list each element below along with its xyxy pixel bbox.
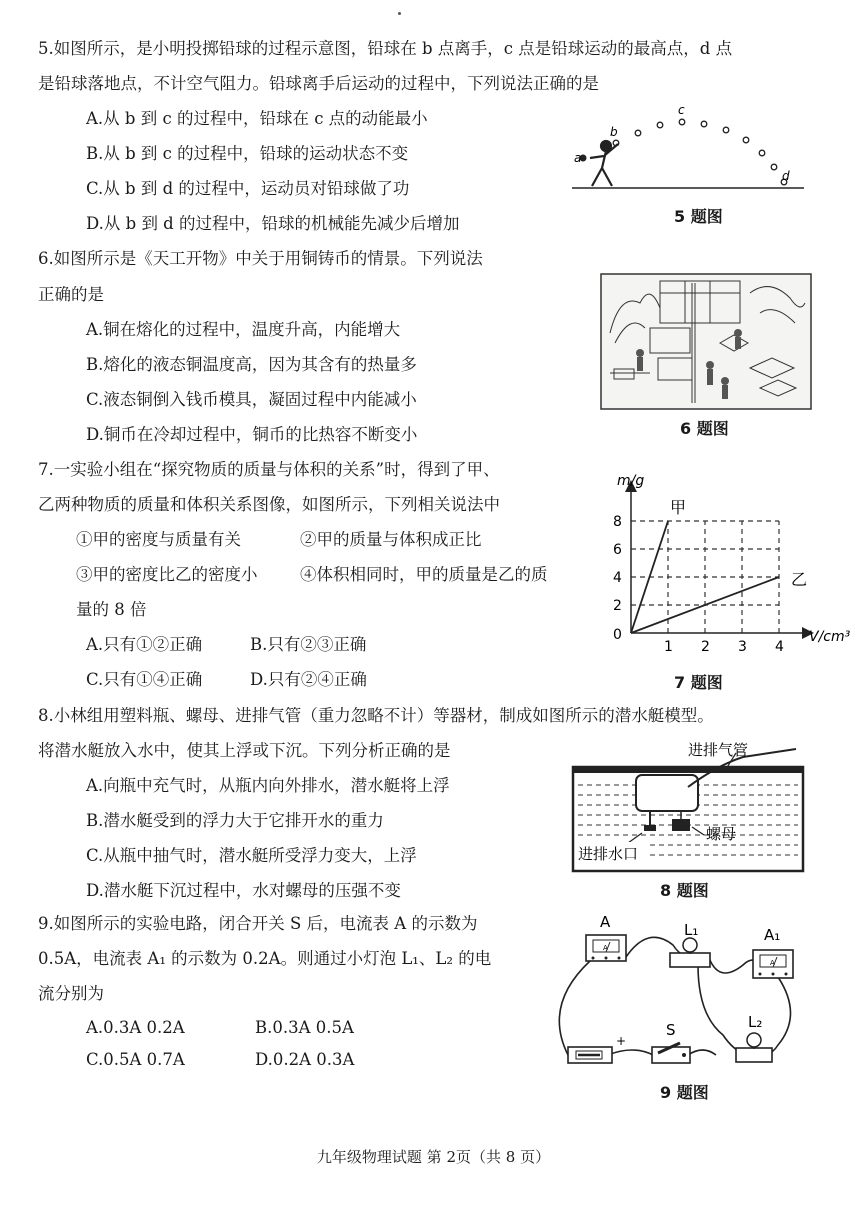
series-label-2: 乙 bbox=[791, 570, 808, 589]
q7-option-a: A.只有①②正确 bbox=[86, 635, 203, 654]
label-air-tube: 进排气管 bbox=[688, 741, 749, 759]
y-tick-label: 2 bbox=[613, 598, 622, 614]
label-battery-plus: + bbox=[616, 1034, 627, 1048]
q7-statement-4-cont: 量的 8 倍 bbox=[76, 600, 147, 619]
q8-figure-submarine-model bbox=[568, 735, 813, 875]
q7-option-d: D.只有②④正确 bbox=[250, 670, 367, 689]
q5-option-a: A.从 b 到 c 的过程中，铅球在 c 点的动能最小 bbox=[86, 109, 428, 128]
q7-option-b: B.只有②③正确 bbox=[250, 635, 367, 654]
origin-label: 0 bbox=[613, 627, 622, 643]
ammeter-a1-dial-label: A bbox=[770, 959, 775, 967]
q8-figure-caption: 8 题图 bbox=[660, 881, 709, 900]
chart-grid bbox=[631, 521, 779, 633]
q6-option-c: C.液态铜倒入钱币模具，凝固过程中内能减小 bbox=[86, 390, 417, 409]
ammeter-a-dial-label: A bbox=[603, 944, 608, 952]
y-tick-label: 4 bbox=[613, 570, 622, 586]
q6-option-b: B.熔化的液态铜温度高，因为其含有的热量多 bbox=[86, 355, 417, 374]
label-ammeter-a1: A₁ bbox=[764, 926, 781, 944]
label-a: a bbox=[574, 151, 582, 165]
q7-statement-2: ②甲的质量与体积成正比 bbox=[300, 530, 482, 549]
label-nut: 螺母 bbox=[706, 825, 737, 843]
y-tick-label: 8 bbox=[613, 514, 622, 530]
y-axis-label: m/g bbox=[617, 473, 645, 489]
x-tick-label: 4 bbox=[775, 639, 784, 655]
label-c: c bbox=[678, 103, 685, 117]
q6-figure-caption: 6 题图 bbox=[680, 419, 729, 438]
switch-s-icon bbox=[652, 1043, 690, 1063]
q5-figure-shot-put bbox=[568, 100, 808, 200]
q8-option-c: C.从瓶中抽气时，潜水艇所受浮力变大，上浮 bbox=[86, 846, 417, 865]
page-footer: 九年级物理试题 第 2页（共 8 页） bbox=[316, 1148, 551, 1166]
q9-figure-circuit bbox=[548, 905, 818, 1075]
q9-stem-line1: 9.如图所示的实验电路，闭合开关 S 后，电流表 A 的示数为 bbox=[38, 914, 478, 933]
q9-option-a: A.0.3A 0.2A bbox=[86, 1018, 185, 1037]
q8-stem-line2: 将潜水艇放入水中，使其上浮或下沉。下列分析正确的是 bbox=[38, 741, 451, 760]
q5-stem-line1: 5.如图所示，是小明投掷铅球的过程示意图，铅球在 b 点离手，c 点是铅球运动的最高点，d 点 bbox=[38, 39, 733, 58]
q9-stem-line3: 流分别为 bbox=[38, 984, 104, 1003]
q7-statement-4: ④体积相同时，甲的质量是乙的质 bbox=[300, 565, 548, 584]
q5-option-b: B.从 b 到 c 的过程中，铅球的运动状态不变 bbox=[86, 144, 409, 163]
x-tick-label: 3 bbox=[738, 639, 747, 655]
bulb-l1 bbox=[670, 938, 710, 967]
series-label-1: 甲 bbox=[670, 498, 687, 517]
y-tick-label: 6 bbox=[613, 542, 622, 558]
bulb-l2 bbox=[736, 1033, 772, 1062]
scan-dot bbox=[398, 12, 401, 15]
q7-stem-line1: 7.一实验小组在“探究物质的质量与体积的关系”时，得到了甲、 bbox=[38, 460, 500, 479]
label-ammeter-a: A bbox=[600, 913, 611, 931]
q8-stem-line1: 8.小林组用塑料瓶、螺母、进排气管（重力忽略不计）等器材，制成如图所示的潜水艇模型。 bbox=[38, 706, 714, 725]
q7-mass-volume-chart bbox=[575, 470, 851, 660]
q7-figure-caption: 7 题图 bbox=[674, 673, 723, 692]
q6-stem-line1: 6.如图所示是《天工开物》中关于用铜铸币的情景。下列说法 bbox=[38, 249, 483, 268]
q5-figure-caption: 5 题图 bbox=[674, 207, 723, 226]
q6-option-d: D.铜币在冷却过程中，铜币的比热容不断变小 bbox=[86, 425, 418, 444]
q5-option-d: D.从 b 到 d 的过程中，铅球的机械能先减少后增加 bbox=[86, 214, 460, 233]
q7-statement-3: ③甲的密度比乙的密度小 bbox=[76, 565, 258, 584]
label-water-port: 进排水口 bbox=[578, 845, 639, 863]
chart-series bbox=[631, 498, 807, 633]
q6-stem-line2: 正确的是 bbox=[38, 285, 104, 304]
q8-option-a: A.向瓶中充气时，从瓶内向外排水，潜水艇将上浮 bbox=[86, 776, 450, 795]
q9-option-d: D.0.2A 0.3A bbox=[255, 1050, 355, 1069]
nut-icon bbox=[672, 819, 690, 831]
q7-stem-line2: 乙两种物质的质量和体积关系图像，如图所示，下列相关说法中 bbox=[38, 495, 500, 514]
q7-option-c: C.只有①④正确 bbox=[86, 670, 203, 689]
x-tick-label: 1 bbox=[664, 639, 673, 655]
q9-stem-line2: 0.5A，电流表 A₁ 的示数为 0.2A。则通过小灯泡 L₁、L₂ 的电 bbox=[38, 949, 492, 968]
label-l1: L₁ bbox=[684, 921, 699, 939]
q8-option-d: D.潜水艇下沉过程中，水对螺母的压强不变 bbox=[86, 881, 401, 900]
q9-figure-caption: 9 题图 bbox=[660, 1083, 709, 1102]
q5-stem-line2: 是铅球落地点，不计空气阻力。铅球离手后运动的过程中，下列说法正确的是 bbox=[38, 74, 599, 93]
q6-figure-coin-casting-illustration bbox=[600, 273, 812, 410]
battery-icon bbox=[568, 1047, 612, 1063]
plastic-bottle bbox=[636, 775, 698, 811]
water-port-icon bbox=[644, 825, 656, 831]
label-l2: L₂ bbox=[748, 1013, 763, 1031]
q8-option-b: B.潜水艇受到的浮力大于它排开水的重力 bbox=[86, 811, 384, 830]
x-axis-label: V/cm³ bbox=[809, 629, 851, 645]
q5-option-c: C.从 b 到 d 的过程中，运动员对铅球做了功 bbox=[86, 179, 410, 198]
q6-option-a: A.铜在熔化的过程中，温度升高，内能增大 bbox=[86, 320, 401, 339]
label-b: b bbox=[610, 125, 618, 139]
label-switch: S bbox=[666, 1021, 676, 1039]
q9-option-c: C.0.5A 0.7A bbox=[86, 1050, 185, 1069]
label-d: d bbox=[782, 169, 790, 183]
trajectory-dots bbox=[613, 119, 787, 185]
q7-statement-1: ①甲的密度与质量有关 bbox=[76, 530, 241, 549]
athlete-icon bbox=[590, 141, 618, 186]
q9-option-b: B.0.3A 0.5A bbox=[255, 1018, 354, 1037]
x-tick-label: 2 bbox=[701, 639, 710, 655]
